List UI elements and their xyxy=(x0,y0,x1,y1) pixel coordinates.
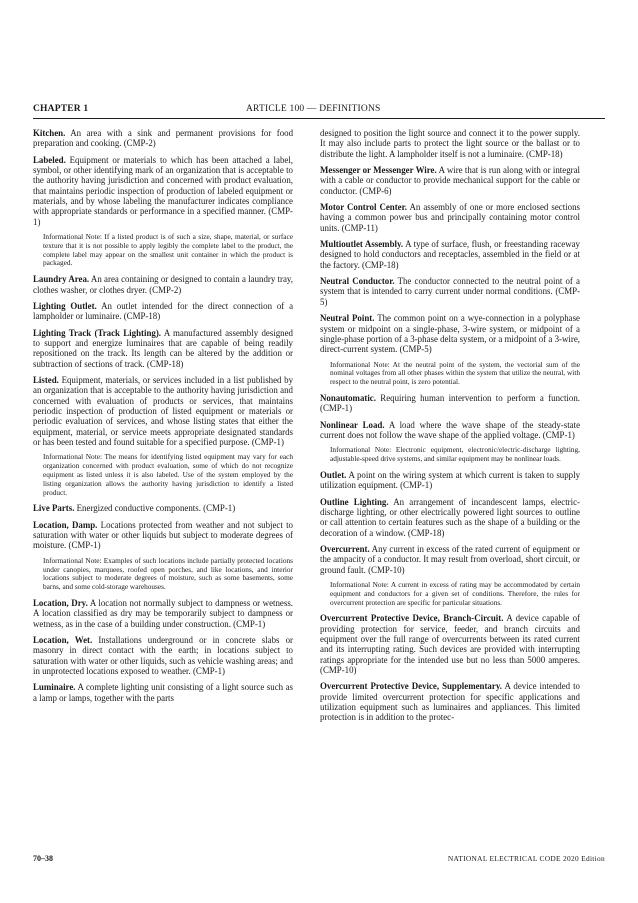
definition-term: Nonlinear Load. xyxy=(320,419,385,430)
definition-term: Overcurrent Protective Device, Branch-Circuit. xyxy=(320,613,504,624)
informational-note xyxy=(43,233,293,268)
definition-term: Multioutlet Assembly. xyxy=(320,239,404,250)
definition-text: An outlet intended for the direct connection of a lampholder or luminaire. (CMP-18) xyxy=(33,300,294,322)
informational-note xyxy=(43,453,293,497)
definition-entry xyxy=(320,313,580,354)
chapter-label: CHAPTER 1 xyxy=(33,104,89,114)
definition-term: Overcurrent Protective Device, Supplementary. xyxy=(320,681,502,692)
definition-text: A manufactured assembly designed to support and energize luminaires that are capable of being readily repositioned on the track. Its length can be altered by the addition or subtraction of sections of track. (CMP-18) xyxy=(33,327,293,369)
definition-text: Equipment, materials, or services included in a list published by an organization that is acceptable to the authority having jurisdiction and concerned with evaluation of products or services, that maintains periodic inspection of production of listed equipment or materials or periodic evaluation of services, and whose listing states that either the equipment, material, or service meets appropriate designated standards or has been tested and found suitable for a specified purpose. (CMP-1) xyxy=(33,375,294,448)
definition-term: Listed. xyxy=(33,375,59,386)
definition-term: Lighting Track (Track Lighting). xyxy=(33,327,161,338)
definition-text: A wire that is run along with or integral with a cable or conductor to provide mechanical support for the cable or conductor. (CMP-6) xyxy=(320,165,581,196)
header-rule xyxy=(33,118,605,119)
informational-note xyxy=(330,446,580,464)
article-title: ARTICLE 100 — DEFINITIONS xyxy=(246,104,381,114)
definition-term: Messenger or Messenger Wire. xyxy=(320,165,437,176)
definition-term: Overcurrent. xyxy=(320,543,370,554)
definition-text: A device intended to provide limited overcurrent protection for specific applications and utilization equipment such as luminaires and appliances. This limited protection is in addition to the protec- xyxy=(320,681,580,723)
definition-text: Requiring human intervention to perform a function. (CMP-1) xyxy=(320,392,580,414)
definition-term: Luminaire. xyxy=(33,682,76,693)
definition-entry xyxy=(320,393,580,414)
definition-text: A point on the wiring system at which current is taken to supply utilization equipment. (CMP-1) xyxy=(320,469,581,491)
definition-term: Location, Wet. xyxy=(33,635,93,646)
definition-term: Kitchen. xyxy=(33,128,66,138)
definition-entry xyxy=(320,544,580,575)
definition-term: Live Parts. xyxy=(33,503,75,514)
note-text: Informational Note: Examples of such locations include partially protected locations under canopies, marquees, roofed open porches, and like locations, and interior locations subject to moderate degrees of moisture, such as some basements, some barns, and some cold-storage warehouses. xyxy=(43,555,293,592)
definition-text: A complete lighting unit consisting of a light source such as a lamp or lamps, together with the parts xyxy=(33,682,293,703)
definition-entry xyxy=(33,682,293,703)
definition-text: An arrangement of incandescent lamps, electric-discharge lighting, or other electrically powered light sources to outline or call attention to certain features such as the shape of a building or the decoration of a window. (CMP-18) xyxy=(320,496,580,538)
definition-text: A device capable of providing protection for service, feeder, and branch circuits and equipment over the full range of overcurrents between its rated current and its interrupting rating. Such devices are provided with interrupting ratings appropriate for the intended use but no less than 5000 amperes. (CMP-10) xyxy=(320,613,580,676)
definition-entry xyxy=(33,155,293,227)
definition-entry xyxy=(320,239,580,270)
definition-text: Installations underground or in concrete slabs or masonry in direct contact with the earth; in locations subject to saturation with water or other liquids, such as vehicle washing areas; and in unprotected locations exposed to weather. (CMP-1) xyxy=(33,635,293,677)
edition-footer: NATIONAL ELECTRICAL CODE 2020 Edition xyxy=(447,854,605,863)
definition-term: Motor Control Center. xyxy=(320,202,407,213)
definition-text: An area with a sink and permanent provisions for food preparation and cooking. (CMP-2) xyxy=(33,128,294,149)
definition-text: The common point on a wye-connection in a polyphase system or midpoint on a single-phase, 3-wire system, or midpoint of a single-phase portion of a 3-phase delta system, or a midpoint of a 3-wire, direct-current system. (CMP-5) xyxy=(320,313,580,355)
definition-term: Neutral Conductor. xyxy=(320,276,395,287)
definition-entry xyxy=(320,470,580,491)
definition-entry xyxy=(320,420,580,441)
definition-entry xyxy=(33,328,293,369)
definition-entry xyxy=(33,375,293,447)
informational-note xyxy=(330,361,580,387)
definition-text: Locations protected from weather and not subject to saturation with water or other liquids but subject to moderate degrees of moisture. (CMP-1) xyxy=(33,519,293,551)
definition-entry xyxy=(33,128,293,149)
definition-text: designed to position the light source and connect it to the power supply. It may also include parts to protect the light source or the ballast or to distribute the light. A lampholder itself is not a luminaire. (CMP-18) xyxy=(320,128,580,159)
definition-text: Any current in excess of the rated current of equipment or the ampacity of a conductor. It may result from overload, short circuit, or ground fault. (CMP-10) xyxy=(320,543,580,575)
definition-text: Equipment or materials to which has been attached a label, symbol, or other identifying mark of an organization that is acceptable to the authority having jurisdiction and concerned with product evaluation, that maintains periodic inspection of production of labeled equipment or materials, and by whose labeling the manufacturer indicates compliance with appropriate standards or performance in a specified manner. (CMP-1) xyxy=(33,154,294,227)
page-number: 70–38 xyxy=(33,854,53,863)
definition-term: Location, Dry. xyxy=(33,597,88,608)
definition-entry xyxy=(320,128,580,159)
definition-entry xyxy=(33,274,293,295)
left-column xyxy=(33,128,293,709)
note-text: Informational Note: Electronic equipment, electronic/electric-discharge lighting, adjustable-speed drive systems, and similar equipment may be nonlinear loads. xyxy=(330,445,580,464)
definition-term: Laundry Area. xyxy=(33,274,90,285)
definition-text: An assembly of one or more enclosed sections having a common power bus and principally containing motor control units. (CMP-11) xyxy=(320,202,580,233)
definition-term: Neutral Point. xyxy=(320,313,375,324)
definition-entry xyxy=(320,613,580,675)
definition-text: The conductor connected to the neutral point of a system that is intended to carry current under normal conditions. (CMP-5) xyxy=(320,276,580,307)
definition-text: A load where the wave shape of the steady-state current does not follow the wave shape of the applied voltage. (CMP-1) xyxy=(320,419,581,440)
definition-entry xyxy=(33,503,293,513)
definition-entry xyxy=(320,681,580,722)
note-text: Informational Note: A current in excess of rating may be accommodated by certain equipment and conductors for a given set of conditions. Therefore, the rules for overcurrent protection are specific for particular situations. xyxy=(330,579,580,607)
definition-entry xyxy=(33,301,293,322)
definition-text: A type of surface, flush, or freestanding raceway designed to hold conductors and receptacles, assembled in the field or at the factory. (CMP-18) xyxy=(320,239,580,270)
running-header xyxy=(33,104,605,118)
definition-text: Energized conductive components. (CMP-1) xyxy=(76,503,236,514)
definition-term: Lighting Outlet. xyxy=(33,300,97,311)
definition-entry xyxy=(33,520,293,551)
definition-term: Nonautomatic. xyxy=(320,392,376,403)
informational-note xyxy=(330,581,580,607)
definition-entry xyxy=(320,165,580,196)
note-text: Informational Note: If a listed product is of such a size, shape, material, or surface texture that it is not possible to apply legibly the complete label to the product, the complete label may appear on the smallest unit container in which the product is packaged. xyxy=(43,232,293,268)
informational-note xyxy=(43,557,293,592)
definition-entry xyxy=(33,598,293,629)
right-column xyxy=(320,128,580,729)
note-text: Informational Note: The means for identifying listed equipment may vary for each organization concerned with product evaluation, some of which do not recognize equipment as listed unless it is also labeled. Use of the system employed by the listing organization allows the authority having jurisdiction to identify a listed product. xyxy=(43,452,293,497)
definition-term: Outline Lighting. xyxy=(320,496,389,507)
definition-term: Labeled. xyxy=(33,154,66,165)
definition-entry xyxy=(33,635,293,676)
definition-term: Location, Damp. xyxy=(33,519,98,530)
note-text: Informational Note: At the neutral point of the system, the vectorial sum of the nominal voltages from all other phases within the system that utilize the neutral, with respect to the neutral point, is zero potential. xyxy=(330,359,580,387)
definition-term: Outlet. xyxy=(320,469,347,480)
definition-text: An area containing or designed to contain a laundry tray, clothes washer, or clothes dryer. (CMP-2) xyxy=(33,274,293,295)
definition-entry xyxy=(320,202,580,233)
definition-entry xyxy=(320,276,580,307)
definition-text: A location not normally subject to dampness or wetness. A location classified as dry may be temporarily subject to dampness or wetness, as in the case of a building under construction. (CMP-1) xyxy=(33,597,293,629)
definition-entry xyxy=(320,497,580,538)
